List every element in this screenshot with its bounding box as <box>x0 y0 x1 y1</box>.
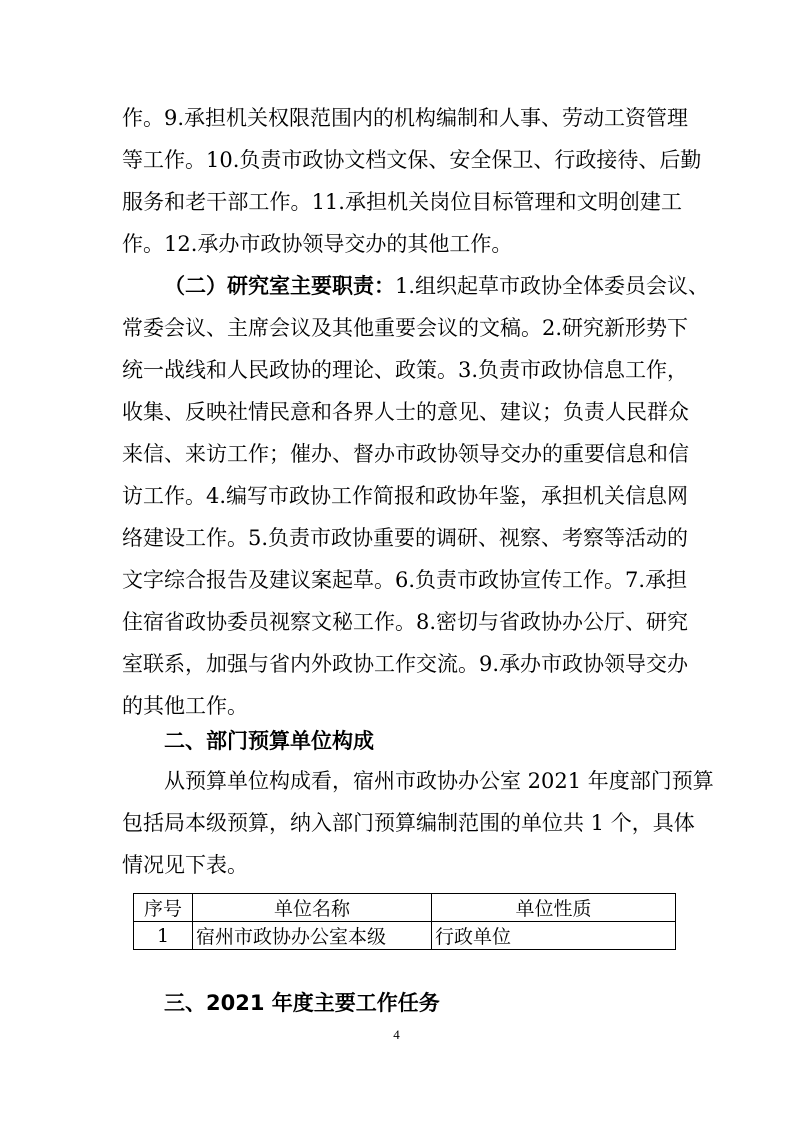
body-line: 服务和老干部工作。11.承担机关岗位目标管理和文明创建工 <box>122 190 682 214</box>
column-header: 单位名称 <box>193 894 432 922</box>
body-line: 作。12.承办市政协领导交办的其他工作。 <box>122 232 513 256</box>
body-line: 情况见下表。 <box>122 853 248 877</box>
body-line: 收集、反映社情民意和各界人士的意见、建议；负责人民群众 <box>122 400 689 424</box>
table-cell: 1 <box>134 922 193 950</box>
body-line: 的其他工作。 <box>122 694 248 718</box>
body-line: 室联系，加强与省内外政协工作交流。9.承办市政协领导交办 <box>122 652 689 676</box>
body-line: 统一战线和人民政协的理论、政策。3.负责市政协信息工作， <box>122 358 689 382</box>
section-heading: 三、2021 年度主要工作任务 <box>164 991 440 1015</box>
research-subheading: （二）研究室主要职责： <box>164 274 395 298</box>
table-header-row <box>134 894 676 922</box>
body-line: 访工作。4.编写市政协工作简报和政协年鉴，承担机关信息网 <box>122 484 689 508</box>
body-line: 住宿省政协委员视察文秘工作。8.密切与省政协办公厅、研究 <box>122 610 689 634</box>
body-line: 等工作。10.负责市政协文档文保、安全保卫、行政接待、后勤 <box>122 148 702 172</box>
table-cell: 行政单位 <box>432 922 676 950</box>
section-heading: 二、部门预算单位构成 <box>164 729 374 753</box>
table-cell: 宿州市政协办公室本级 <box>193 922 432 950</box>
body-line: 从预算单位构成看，宿州市政协办公室 2021 年度部门预算 <box>164 769 714 793</box>
table-row <box>134 922 676 950</box>
column-header: 单位性质 <box>432 894 676 922</box>
body-line: 来信、来访工作；催办、督办市政协领导交办的重要信息和信 <box>122 442 689 466</box>
page-number: 4 <box>393 1027 400 1042</box>
body-line: 包括局本级预算，纳入部门预算编制范围的单位共 1 个，具体 <box>122 811 695 835</box>
body-text: 1.组织起草市政协全体委员会议、 <box>395 274 710 298</box>
budget-units-table <box>133 893 676 950</box>
column-header: 序号 <box>134 894 193 922</box>
body-line: 络建设工作。5.负责市政协重要的调研、视察、考察等活动的 <box>122 526 689 550</box>
research-first-line <box>164 265 710 307</box>
body-line: 常委会议、主席会议及其他重要会议的文稿。2.研究新形势下 <box>122 316 689 340</box>
body-line: 作。9.承担机关权限范围内的机构编制和人事、劳动工资管理 <box>122 106 689 130</box>
body-line: 文字综合报告及建议案起草。6.负责市政协宣传工作。7.承担 <box>122 568 688 592</box>
